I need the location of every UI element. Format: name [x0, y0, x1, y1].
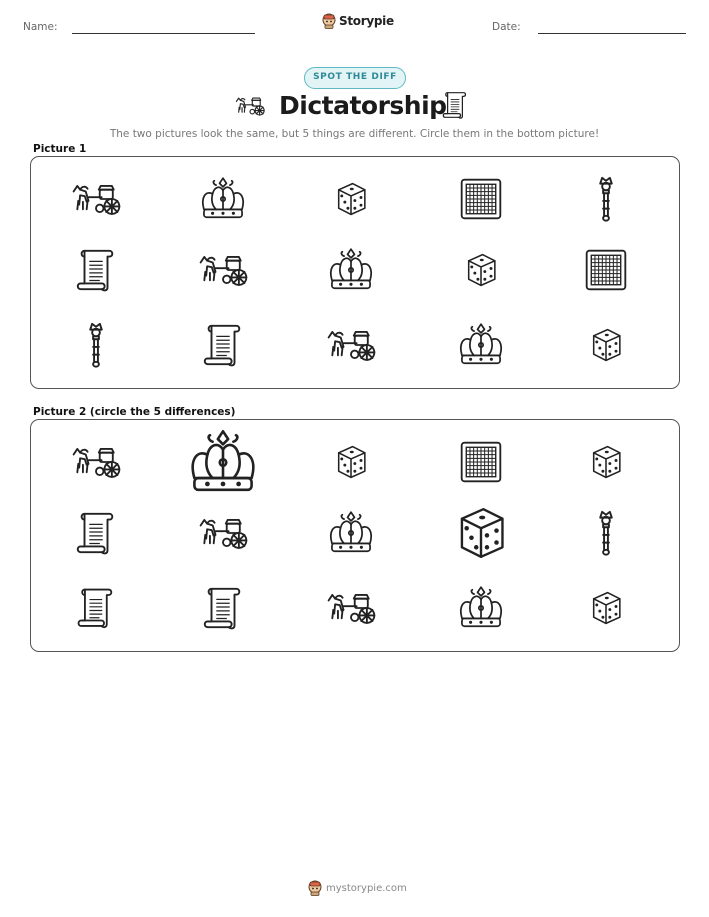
carriage-icon[interactable]	[323, 587, 379, 629]
footer-url[interactable]: mystorypie.com	[326, 882, 407, 894]
carriage-icon	[233, 93, 267, 119]
carriage-icon[interactable]	[195, 512, 251, 554]
scroll-icon	[440, 89, 470, 121]
storypie-mascot-icon	[322, 13, 336, 29]
instructions-text: The two pictures look the same, but 5 things are different. Circle them in the bottom picture!	[109, 128, 600, 140]
scepter-icon	[594, 174, 618, 224]
grid-icon	[583, 247, 629, 293]
scroll-icon[interactable]	[200, 583, 246, 633]
spot-the-diff-badge: SPOT THE DIFF	[304, 67, 406, 89]
picture-2-panel[interactable]	[30, 419, 680, 652]
scroll-icon	[200, 320, 246, 370]
dice-icon	[461, 250, 501, 290]
carriage-icon	[323, 324, 379, 366]
picture-1-label: Picture 1	[33, 143, 87, 155]
dice-icon[interactable]	[450, 502, 512, 564]
grid-icon[interactable]	[458, 439, 504, 485]
date-field[interactable]	[538, 33, 686, 34]
name-label: Name:	[23, 21, 58, 33]
crown-icon	[197, 176, 249, 222]
picture-2-label: Picture 2 (circle the 5 differences)	[33, 406, 236, 418]
name-field[interactable]	[72, 33, 255, 34]
brand-logo	[322, 13, 394, 29]
picture-1-panel	[30, 156, 680, 389]
page-title: Dictatorship	[279, 91, 447, 120]
footer	[308, 880, 407, 896]
crown-icon	[455, 322, 507, 368]
carriage-icon[interactable]	[68, 441, 124, 483]
scepter-icon[interactable]	[594, 508, 618, 558]
storypie-mascot-icon	[308, 880, 322, 896]
dice-icon[interactable]	[331, 442, 371, 482]
dice-icon	[586, 325, 626, 365]
dice-icon[interactable]	[586, 442, 626, 482]
grid-icon	[458, 176, 504, 222]
scroll-icon[interactable]	[73, 508, 119, 558]
crown-icon[interactable]	[184, 428, 262, 497]
dice-icon[interactable]	[586, 588, 626, 628]
carriage-icon	[195, 249, 251, 291]
brand-name: Storypie	[339, 14, 394, 28]
scroll-icon	[73, 245, 119, 295]
crown-icon[interactable]	[455, 585, 507, 631]
date-label: Date:	[492, 21, 521, 33]
scepter-icon	[84, 320, 108, 370]
carriage-icon	[68, 178, 124, 220]
crown-icon[interactable]	[325, 510, 377, 556]
dice-icon	[331, 179, 371, 219]
scroll-icon[interactable]	[74, 584, 118, 632]
crown-icon	[325, 247, 377, 293]
